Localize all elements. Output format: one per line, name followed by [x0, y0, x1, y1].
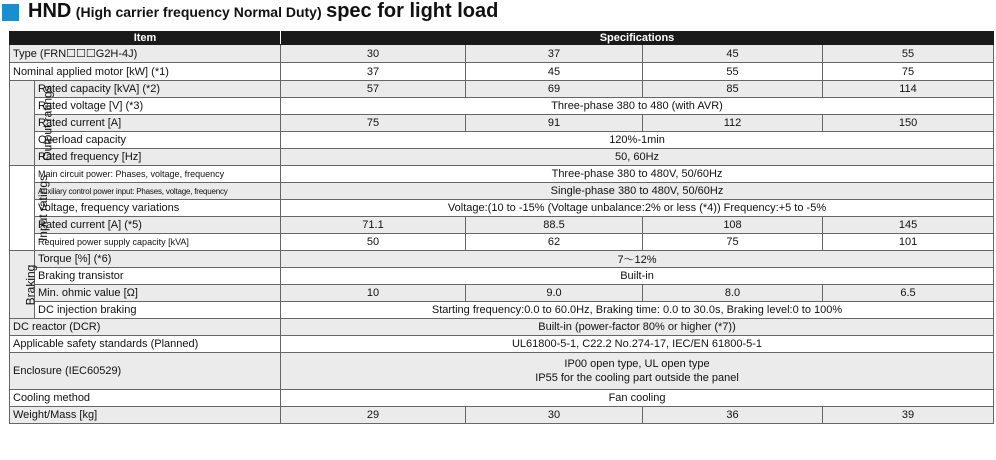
table-row-rated-frequency	[10, 149, 994, 166]
cell: 101	[823, 234, 994, 251]
section-input-ratings: Input ratings	[10, 166, 35, 251]
cell: UL61800-5-1, C22.2 No.274-17, IEC/EN 61800-5-1	[281, 336, 994, 353]
table-header-row	[10, 32, 994, 45]
cell: 45	[466, 63, 643, 81]
table-row-safety	[10, 336, 994, 353]
row-label: Applicable safety standards (Planned)	[10, 336, 281, 353]
cell: 150	[823, 115, 994, 132]
row-label: Enclosure (IEC60529)	[10, 353, 281, 390]
row-label: Min. ohmic value [Ω]	[35, 285, 281, 302]
section-output-ratings: Output ratings	[10, 81, 35, 166]
row-label: Rated current [A] (*5)	[35, 217, 281, 234]
cell: 75	[643, 234, 823, 251]
title-tail: spec for light load	[326, 0, 499, 22]
title-main: HND	[28, 0, 72, 22]
table-row-weight	[10, 407, 994, 424]
table-row-cooling	[10, 390, 994, 407]
table-row-rated-current	[10, 115, 994, 132]
cell: 71.1	[281, 217, 466, 234]
table-row-overload	[10, 132, 994, 149]
header-specifications: Specifications	[281, 32, 994, 45]
row-label: Type (FRN☐☐☐G2H-4J)	[10, 45, 281, 63]
table-row-rated-capacity	[10, 81, 994, 98]
cell: 112	[643, 115, 823, 132]
row-label: Cooling method	[10, 390, 281, 407]
header-item: Item	[10, 32, 281, 45]
cell: 9.0	[466, 285, 643, 302]
table-row-dc-injection	[10, 302, 994, 319]
cell: 10	[281, 285, 466, 302]
row-label: Overload capacity	[35, 132, 281, 149]
cell: Built-in	[281, 268, 994, 285]
cell: 120%-1min	[281, 132, 994, 149]
table-row-input-current	[10, 217, 994, 234]
table-row-braking-transistor	[10, 268, 994, 285]
cell: 145	[823, 217, 994, 234]
cell: Starting frequency:0.0 to 60.0Hz, Braking time: 0.0 to 30.0s, Braking level:0 to 100%	[281, 302, 994, 319]
row-label: Braking transistor	[35, 268, 281, 285]
row-label: DC injection braking	[35, 302, 281, 319]
cell: Fan cooling	[281, 390, 994, 407]
row-label: Required power supply capacity [kVA]	[35, 234, 281, 251]
enclosure-line-2: IP55 for the cooling part outside the panel	[535, 372, 739, 384]
row-label: Weight/Mass [kg]	[10, 407, 281, 424]
table-row-min-ohmic	[10, 285, 994, 302]
table-row-type	[10, 45, 994, 63]
title-square-icon	[2, 4, 19, 21]
cell: Three-phase 380 to 480 (with AVR)	[281, 98, 994, 115]
table-row-rated-voltage	[10, 98, 994, 115]
row-label: Main circuit power: Phases, voltage, frequency	[35, 166, 281, 183]
row-label: Rated capacity [kVA] (*2)	[35, 81, 281, 98]
row-label: Auxiliary control power input: Phases, voltage, frequency	[35, 183, 281, 200]
cell: 88.5	[466, 217, 643, 234]
cell: 55	[643, 63, 823, 81]
cell: 6.5	[823, 285, 994, 302]
enclosure-line-1: IP00 open type, UL open type	[564, 358, 710, 370]
cell: 62	[466, 234, 643, 251]
row-label: Torque [%] (*6)	[35, 251, 281, 268]
page-title	[0, 0, 996, 24]
cell	[281, 353, 994, 390]
table-row-dc-reactor	[10, 319, 994, 336]
cell: 114	[823, 81, 994, 98]
table-row-supply-capacity	[10, 234, 994, 251]
cell: 8.0	[643, 285, 823, 302]
table-row-variations	[10, 200, 994, 217]
cell: 37	[466, 45, 643, 63]
title-paren: (High carrier frequency Normal Duty)	[75, 4, 322, 20]
row-label: DC reactor (DCR)	[10, 319, 281, 336]
row-label: Nominal applied motor [kW] (*1)	[10, 63, 281, 81]
table-row-aux-control	[10, 183, 994, 200]
cell: 91	[466, 115, 643, 132]
cell: 57	[281, 81, 466, 98]
cell: 37	[281, 63, 466, 81]
cell: 39	[823, 407, 994, 424]
cell: Single-phase 380 to 480V, 50/60Hz	[281, 183, 994, 200]
cell: 75	[823, 63, 994, 81]
cell: 75	[281, 115, 466, 132]
row-label: Rated voltage [V] (*3)	[35, 98, 281, 115]
cell: 30	[466, 407, 643, 424]
cell: 108	[643, 217, 823, 234]
row-label: Rated frequency [Hz]	[35, 149, 281, 166]
cell: Built-in (power-factor 80% or higher (*7))	[281, 319, 994, 336]
spec-table	[9, 31, 994, 424]
table-row-nominal-motor	[10, 63, 994, 81]
table-row-enclosure	[10, 353, 994, 390]
table-row-torque	[10, 251, 994, 268]
cell: 30	[281, 45, 466, 63]
cell: 36	[643, 407, 823, 424]
cell: 85	[643, 81, 823, 98]
cell: Voltage:(10 to -15% (Voltage unbalance:2% or less (*4)) Frequency:+5 to -5%	[281, 200, 994, 217]
row-label: Voltage, frequency variations	[35, 200, 281, 217]
table-row-main-circuit	[10, 166, 994, 183]
cell: 29	[281, 407, 466, 424]
section-braking: Braking	[10, 251, 35, 319]
cell: 50, 60Hz	[281, 149, 994, 166]
cell: 7〜12%	[281, 251, 994, 268]
row-label: Rated current [A]	[35, 115, 281, 132]
cell: 50	[281, 234, 466, 251]
cell: Three-phase 380 to 480V, 50/60Hz	[281, 166, 994, 183]
cell: 45	[643, 45, 823, 63]
cell: 55	[823, 45, 994, 63]
cell: 69	[466, 81, 643, 98]
